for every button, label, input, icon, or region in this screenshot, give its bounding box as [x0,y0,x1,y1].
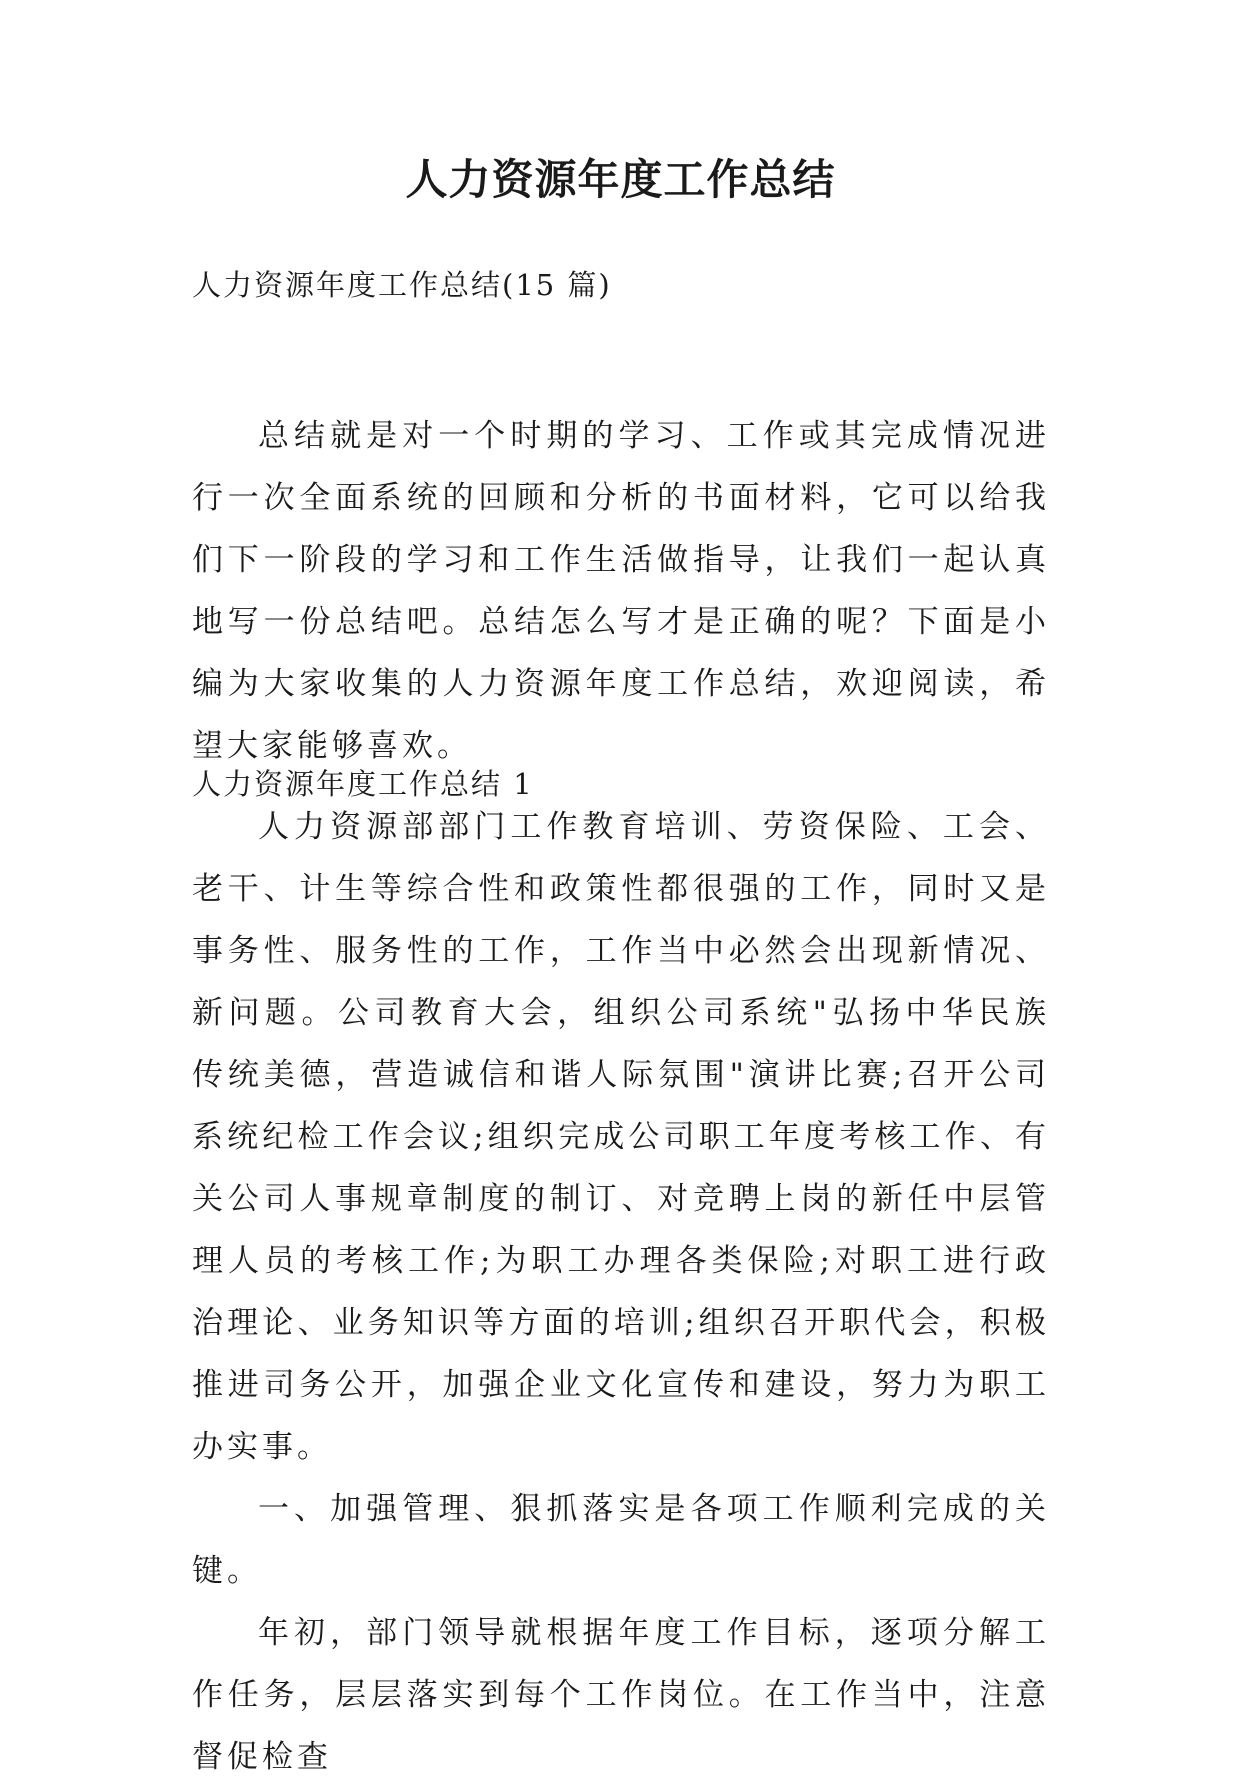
section-heading: 人力资源年度工作总结 1 [192,767,534,801]
body-paragraph: 人力资源部部门工作教育培训、劳资保险、工会、老干、计生等综合性和政策性都很强的工作，同时又是事务性、服务性的工作，工作当中必然会出现新情况、新问题。公司教育大会，组织公司系统"弘扬中华民族传统美德，营造诚信和谐人际氛围"演讲比赛;召开公司系统纪检工作会议;组织完成公司职工年度考核工作、有关公司人事规章制度的制订、对竞聘上岗的新任中层管理人员的考核工作;为职工办理各类保险;对职工进行政治理论、业务知识等方面的培训;组织召开职代会，积极推进司务公开，加强企业文化宣传和建设，努力为职工办实事。 [192,809,1050,1465]
body-paragraph: 年初，部门领导就根据年度工作目标，逐项分解工作任务，层层落实到每个工作岗位。在工作当中，注意督促检查 [192,1615,1050,1775]
document-title: 人力资源年度工作总结 [405,155,836,204]
intro-paragraph: 总结就是对一个时期的学习、工作或其完成情况进行一次全面系统的回顾和分析的书面材料，它可以给我们下一阶段的学习和工作生活做指导，让我们一起认真地写一份总结吧。总结怎么写才是正确的呢？下面是小编为大家收集的人力资源年度工作总结，欢迎阅读，希望大家能够喜欢。 [192,418,1050,764]
body-paragraph: 一、加强管理、狠抓落实是各项工作顺利完成的关键。 [192,1491,1050,1589]
document-subtitle: 人力资源年度工作总结(15 篇) [192,268,612,302]
body-text [192,796,1050,1788]
